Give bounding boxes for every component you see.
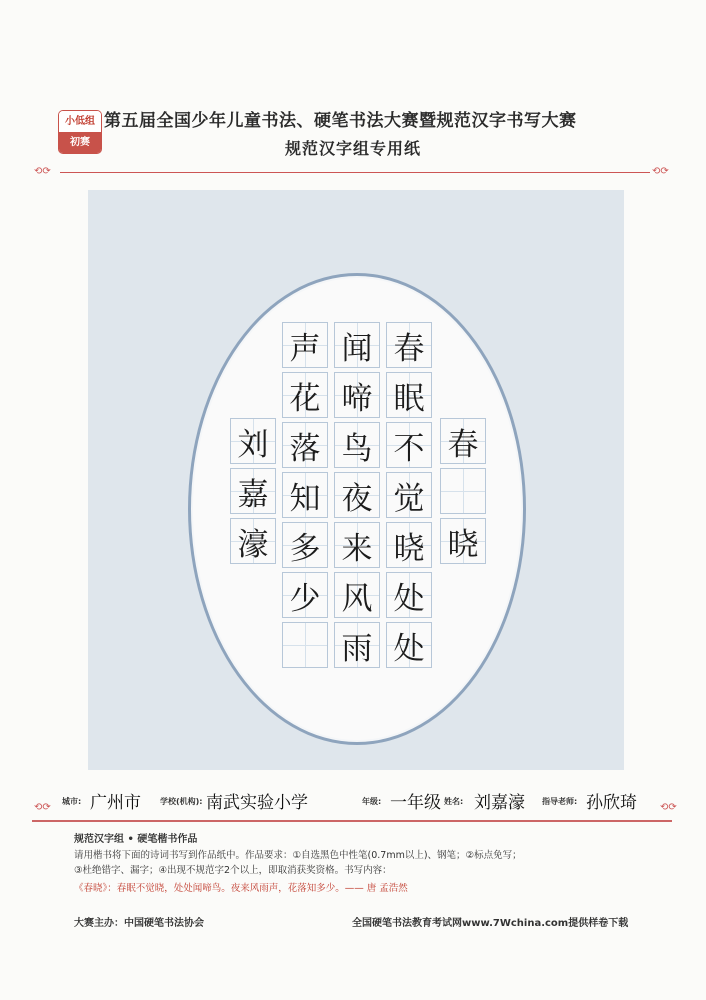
grid-cell: 知 xyxy=(282,472,328,518)
ornament-footer-left-icon: ⟲⟳ xyxy=(34,802,51,813)
school-value: 南武实验小学 xyxy=(206,793,308,813)
header-rule xyxy=(60,172,650,173)
name-value: 刘嘉濠 xyxy=(474,793,525,813)
grid-cell: 晓 xyxy=(440,518,486,564)
page-title: 第五届全国少年儿童书法、硬笔书法大赛暨规范汉字书写大赛 xyxy=(104,111,577,131)
grid-cell: 觉 xyxy=(386,472,432,518)
ornament-footer-right-icon: ⟲⟳ xyxy=(660,802,677,813)
grid-cell: 来 xyxy=(334,522,380,568)
badge-group-label: 小低组 xyxy=(59,111,101,133)
column-line-3 xyxy=(282,322,328,672)
ornament-right-icon: ⟲⟳ xyxy=(652,166,669,177)
column-title xyxy=(440,418,486,568)
grid-cell: 少 xyxy=(282,572,328,618)
grid-cell: 春 xyxy=(440,418,486,464)
grid-cell: 雨 xyxy=(334,622,380,668)
grid-cell: 声 xyxy=(282,322,328,368)
column-author xyxy=(230,418,276,568)
grid-cell: 落 xyxy=(282,422,328,468)
grade-label: 年级: xyxy=(362,797,382,806)
ornament-left-icon: ⟲⟳ xyxy=(34,166,51,177)
grid-cell: 晓 xyxy=(386,522,432,568)
grid-cell xyxy=(440,468,486,514)
grid-cell: 嘉 xyxy=(230,468,276,514)
download-text: 全国硬笔书法教育考试网www.7Wchina.com提供样卷下载 xyxy=(352,918,629,929)
grid-cell: 风 xyxy=(334,572,380,618)
grid-cell: 啼 xyxy=(334,372,380,418)
grid-cell: 夜 xyxy=(334,472,380,518)
grid-cell: 处 xyxy=(386,622,432,668)
page-subtitle: 规范汉字组专用纸 xyxy=(284,139,421,158)
grid-cell: 鸟 xyxy=(334,422,380,468)
grid-cell: 花 xyxy=(282,372,328,418)
column-line-1 xyxy=(386,322,432,672)
badge-round-label: 初赛 xyxy=(59,133,101,153)
school-label: 学校(机构): xyxy=(160,797,203,806)
grid-cell: 刘 xyxy=(230,418,276,464)
city-value: 广州市 xyxy=(90,793,141,813)
grid-cell: 多 xyxy=(282,522,328,568)
grid-cell: 眠 xyxy=(386,372,432,418)
poem-text: 《春晓》：春眠不觉晓，处处闻啼鸟。夜来风雨声，花落知多少。—— 唐 孟浩然 xyxy=(74,883,408,894)
requirements-line-2: ③杜绝错字、漏字；④出现不规范字2个以上，即取消获奖资格。书写内容： xyxy=(74,865,392,876)
teacher-value: 孙欣琦 xyxy=(586,793,637,813)
organizer-text: 大赛主办：中国硬笔书法协会 xyxy=(74,918,204,929)
grade-value: 一年级 xyxy=(390,793,441,813)
requirements-line-1: 请用楷书将下面的诗词书写到作品纸中。作品要求：①自选黑色中性笔(0.7mm以上)、钢笔；②标点免写； xyxy=(74,850,522,861)
city-label: 城市: xyxy=(62,797,82,806)
grid-cell: 濠 xyxy=(230,518,276,564)
name-label: 姓名: xyxy=(444,797,464,806)
grid-cell: 不 xyxy=(386,422,432,468)
grid-cell: 处 xyxy=(386,572,432,618)
column-line-2 xyxy=(334,322,380,672)
teacher-label: 指导老师: xyxy=(542,797,578,806)
grid-cell: 春 xyxy=(386,322,432,368)
grid-cell: 闻 xyxy=(334,322,380,368)
requirements-title: 规范汉字组 • 硬笔楷书作品 xyxy=(74,834,198,845)
footer-rule xyxy=(32,820,672,822)
grid-cell xyxy=(282,622,328,668)
